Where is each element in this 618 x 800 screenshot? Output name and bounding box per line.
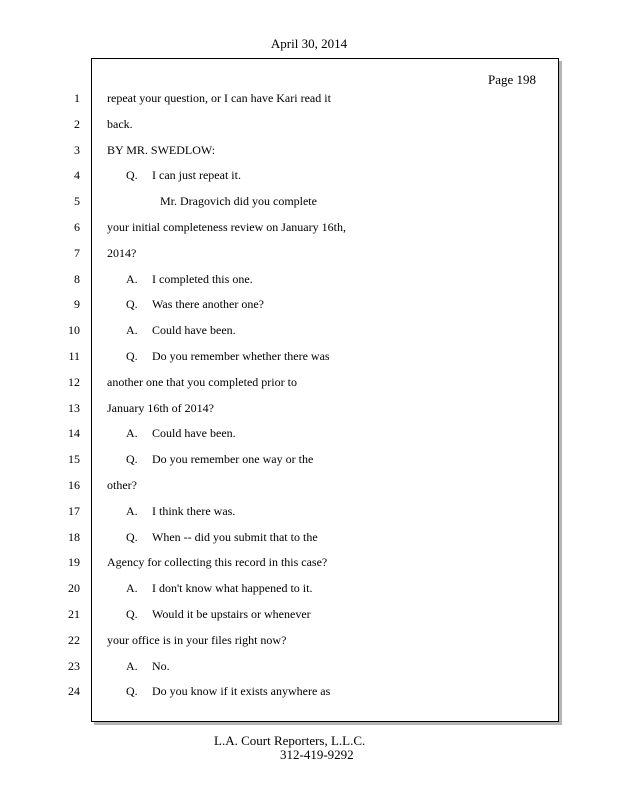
speaker-marker: A. — [126, 581, 138, 596]
line-text — [126, 323, 236, 338]
line-text — [107, 143, 215, 158]
transcript-line — [0, 191, 618, 211]
line-number: 1 — [74, 91, 80, 105]
line-number: 21 — [68, 607, 80, 621]
speaker-marker: Q. — [126, 297, 138, 312]
line-number: 6 — [74, 220, 80, 234]
transcript-line — [0, 88, 618, 108]
line-text — [107, 555, 327, 570]
line-number: 22 — [68, 632, 80, 647]
line-text — [126, 659, 170, 674]
line-number: 11 — [68, 349, 80, 363]
line-number: 23 — [68, 658, 80, 673]
transcript-line — [0, 372, 618, 392]
line-content: I don't know what happened to it. — [152, 581, 313, 596]
speaker-marker: Q. — [126, 684, 138, 699]
line-text — [160, 194, 317, 209]
line-content: January 16th of 2014? — [107, 400, 214, 415]
transcript-line — [0, 140, 618, 160]
line-number: 17 — [68, 503, 80, 518]
reporter-company: L.A. Court Reporters, L.L.C. — [214, 733, 366, 748]
line-number: 3 — [74, 142, 80, 157]
line-number: 19 — [68, 555, 80, 570]
speaker-marker: A. — [126, 503, 138, 518]
speaker-marker: Q. — [126, 452, 138, 467]
line-number: 10 — [68, 323, 80, 338]
transcript-line — [0, 604, 618, 624]
line-content: BY MR. SWEDLOW: — [107, 142, 216, 157]
line-text — [126, 297, 264, 312]
page-number: Page 198 — [487, 72, 536, 87]
line-number: 8 — [74, 271, 80, 286]
line-text — [107, 246, 136, 261]
line-content: When -- did you submit that to the — [152, 529, 318, 544]
line-text — [107, 478, 137, 493]
line-number: 13 — [68, 400, 80, 415]
line-content: I can just repeat it. — [152, 168, 241, 183]
speaker-marker: Q. — [126, 168, 138, 183]
speaker-marker: A. — [126, 658, 138, 673]
line-number: 15 — [68, 452, 80, 467]
transcript-line — [0, 243, 618, 263]
transcript-line — [0, 165, 618, 185]
transcript-line — [0, 217, 618, 237]
line-text — [107, 91, 331, 106]
line-text — [126, 581, 312, 596]
line-text — [126, 504, 235, 519]
line-text — [126, 272, 253, 287]
transcript-line — [0, 398, 618, 418]
line-number: 9 — [74, 297, 80, 312]
transcript-line — [0, 475, 618, 495]
line-number: 12 — [68, 374, 80, 389]
transcript-line — [0, 630, 618, 650]
line-number: 4 — [74, 168, 80, 183]
line-content: Could have been. — [152, 426, 236, 441]
line-content: another one that you completed prior to — [107, 374, 297, 389]
line-content: 2014? — [107, 245, 137, 260]
line-content: Do you know if it exists anywhere as — [152, 684, 331, 699]
line-content: back. — [107, 116, 133, 131]
line-number: 5 — [74, 194, 80, 209]
transcript-line — [0, 114, 618, 134]
transcript-line — [0, 501, 618, 521]
line-number: 18 — [68, 529, 80, 544]
line-number: 16 — [68, 478, 80, 492]
speaker-marker: Q. — [126, 529, 138, 544]
line-text — [126, 168, 241, 183]
line-content: your initial completeness review on January 16th, — [107, 220, 346, 234]
line-text — [126, 530, 318, 545]
speaker-marker: Q. — [126, 349, 138, 363]
transcript-line — [0, 423, 618, 443]
line-number: 24 — [68, 684, 80, 699]
line-content: Agency for collecting this record in this case? — [107, 555, 328, 570]
line-number: 7 — [74, 245, 80, 260]
transcript-line — [0, 656, 618, 676]
line-text — [126, 607, 311, 622]
line-number: 2 — [74, 116, 80, 131]
line-text — [107, 633, 286, 648]
line-content: your office is in your files right now? — [107, 632, 287, 647]
transcript-line — [0, 552, 618, 572]
line-text — [126, 349, 330, 364]
transcript-line — [0, 294, 618, 314]
line-text — [107, 220, 346, 235]
line-text — [107, 401, 214, 416]
line-content: Would it be upstairs or whenever — [152, 607, 311, 621]
line-content: Mr. Dragovich did you complete — [160, 194, 317, 209]
line-text — [126, 684, 330, 699]
line-content: I think there was. — [152, 503, 236, 518]
transcript-line — [0, 346, 618, 366]
speaker-marker: A. — [126, 271, 138, 286]
transcript-line — [0, 269, 618, 289]
transcript-line — [0, 449, 618, 469]
line-content: repeat your question, or I can have Kari read it — [107, 91, 331, 105]
line-text — [107, 117, 133, 132]
reporter-phone: 312-419-9292 — [280, 747, 354, 762]
speaker-marker: A. — [126, 426, 138, 441]
line-number: 20 — [68, 581, 80, 596]
line-content: Could have been. — [152, 323, 236, 338]
line-content: No. — [152, 658, 170, 673]
line-text — [107, 375, 297, 390]
transcript-date: April 30, 2014 — [270, 36, 348, 51]
speaker-marker: A. — [126, 323, 138, 338]
transcript-line — [0, 578, 618, 598]
line-text — [126, 426, 236, 441]
line-content: other? — [107, 478, 137, 492]
transcript-line — [0, 320, 618, 340]
transcript-line — [0, 527, 618, 547]
line-content: Was there another one? — [152, 297, 264, 312]
transcript-line — [0, 681, 618, 701]
line-number: 14 — [68, 426, 80, 441]
speaker-marker: Q. — [126, 607, 138, 621]
line-text — [126, 452, 313, 467]
line-content: Do you remember one way or the — [152, 452, 314, 467]
line-content: Do you remember whether there was — [152, 349, 330, 363]
line-content: I completed this one. — [152, 271, 253, 286]
